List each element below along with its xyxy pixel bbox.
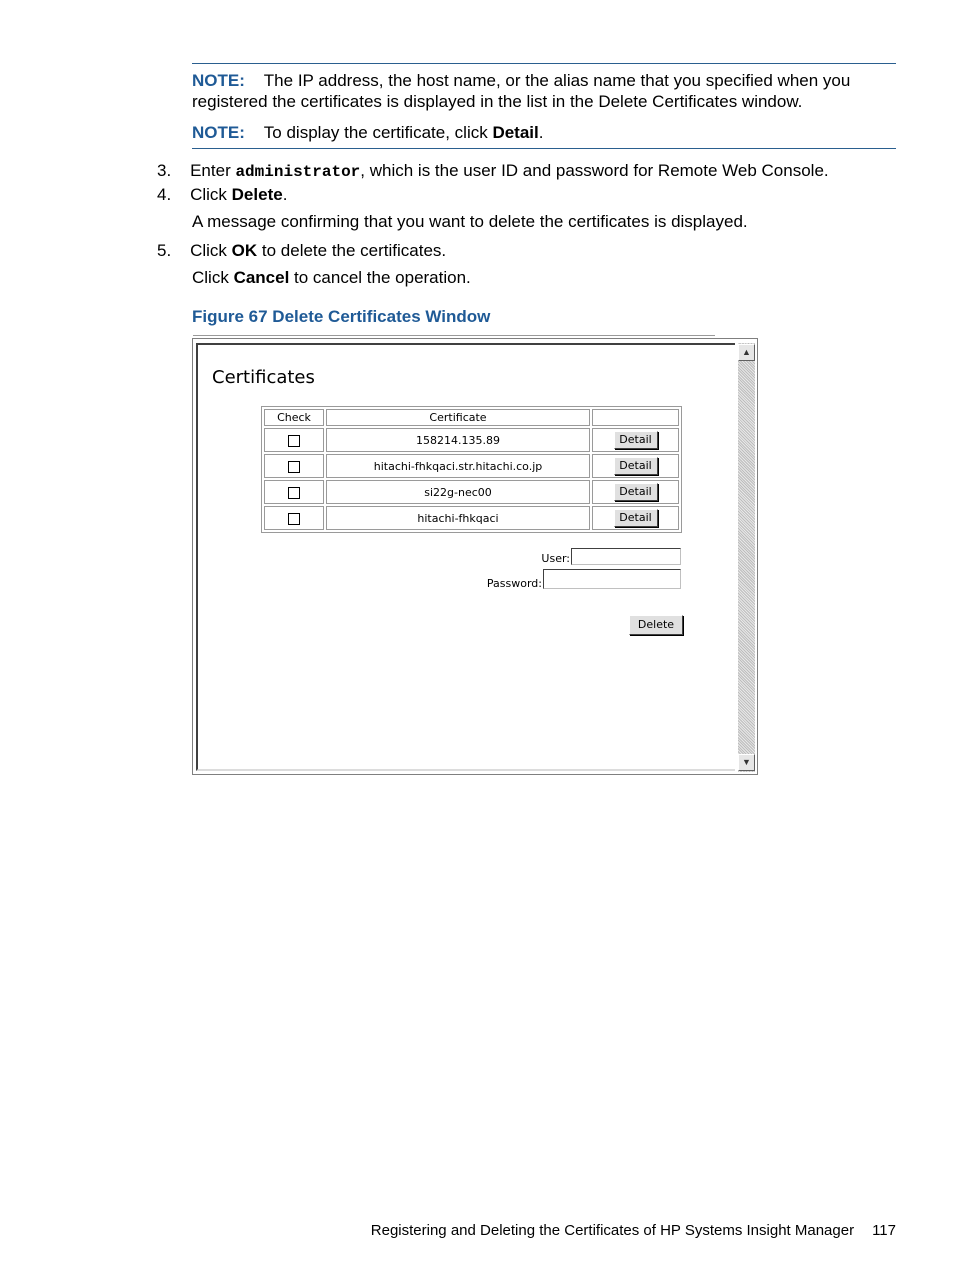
step-5-sub-pre: Click <box>192 268 234 287</box>
certificates-table <box>261 406 682 533</box>
header-certificate: Certificate <box>326 409 590 426</box>
note-1-line1: The IP address, the host name, or the alias name that you specified when you <box>263 71 851 90</box>
table-row <box>264 428 679 452</box>
step-5-pre: Click <box>190 241 232 260</box>
note-2 <box>192 122 543 143</box>
certificate-cell: 158214.135.89 <box>326 428 590 452</box>
note-bottom-rule <box>192 148 896 149</box>
note-2-tail: . <box>538 123 544 142</box>
delete-button[interactable]: Delete <box>629 615 683 635</box>
row-checkbox[interactable] <box>288 435 300 447</box>
note-1-line2: registered the certificates is displayed in the list in the Delete Certificates window. <box>192 92 803 111</box>
table-header-row <box>264 409 679 426</box>
step-3-pre: Enter <box>190 161 236 180</box>
step-5-sub-post: to cancel the operation. <box>289 268 471 287</box>
note-top-rule <box>192 63 896 64</box>
password-field[interactable] <box>543 569 681 589</box>
note-label: NOTE: <box>192 123 245 142</box>
footer-text: Registering and Deleting the Certificates of HP Systems Insight Manager <box>370 1222 855 1239</box>
note-1 <box>192 70 850 112</box>
detail-button[interactable]: Detail <box>614 483 658 501</box>
page-footer <box>371 1222 896 1239</box>
vertical-scrollbar[interactable] <box>738 343 755 772</box>
step-3-code: administrator <box>235 163 361 181</box>
window-top-line <box>193 335 715 336</box>
password-label: Password: <box>486 577 542 590</box>
table-row <box>264 480 679 504</box>
step-number: 5. <box>157 241 172 260</box>
action-cell <box>592 454 679 478</box>
table-row <box>264 506 679 530</box>
figure-caption: Figure 67 Delete Certificates Window <box>192 307 491 326</box>
step-4-pre: Click <box>190 185 232 204</box>
scroll-down-icon[interactable]: ▼ <box>738 754 755 771</box>
step-4-sub: A message confirming that you want to delete the certificates is displayed. <box>192 212 748 231</box>
detail-button[interactable]: Detail <box>614 509 658 527</box>
step-5-sub <box>192 267 471 288</box>
detail-button[interactable]: Detail <box>614 457 658 475</box>
action-cell <box>592 506 679 530</box>
detail-button[interactable]: Detail <box>614 431 658 449</box>
table-row <box>264 454 679 478</box>
step-number: 4. <box>157 185 172 204</box>
step-4 <box>157 184 287 205</box>
page-number: 117 <box>872 1222 896 1239</box>
note-2-bold: Detail <box>492 123 539 142</box>
header-check: Check <box>264 409 324 426</box>
step-5-bold: OK <box>231 241 258 260</box>
action-cell <box>592 480 679 504</box>
certificate-cell: hitachi-fhkqaci.str.hitachi.co.jp <box>326 454 590 478</box>
step-4-post: . <box>282 185 288 204</box>
check-cell <box>264 506 324 530</box>
step-3-post: , which is the user ID and password for Remote Web Console. <box>360 161 829 180</box>
row-checkbox[interactable] <box>288 487 300 499</box>
certificates-window <box>192 338 758 775</box>
step-5-post: to delete the certificates. <box>257 241 447 260</box>
step-5 <box>157 240 446 261</box>
row-checkbox[interactable] <box>288 513 300 525</box>
step-4-bold: Delete <box>231 185 283 204</box>
certificate-cell: si22g-nec00 <box>326 480 590 504</box>
step-5-sub-bold: Cancel <box>233 268 290 287</box>
check-cell <box>264 480 324 504</box>
scroll-up-icon[interactable]: ▲ <box>738 344 755 361</box>
action-cell <box>592 428 679 452</box>
step-3 <box>157 160 829 183</box>
window-title: Certificates <box>212 367 315 388</box>
header-action <box>592 409 679 426</box>
user-field[interactable] <box>571 548 681 565</box>
certificate-cell: hitachi-fhkqaci <box>326 506 590 530</box>
window-content <box>196 343 735 771</box>
check-cell <box>264 428 324 452</box>
row-checkbox[interactable] <box>288 461 300 473</box>
note-label: NOTE: <box>192 71 245 90</box>
user-label: User: <box>541 552 570 565</box>
check-cell <box>264 454 324 478</box>
step-number: 3. <box>157 161 172 180</box>
note-2-text: To display the certificate, click <box>263 123 493 142</box>
